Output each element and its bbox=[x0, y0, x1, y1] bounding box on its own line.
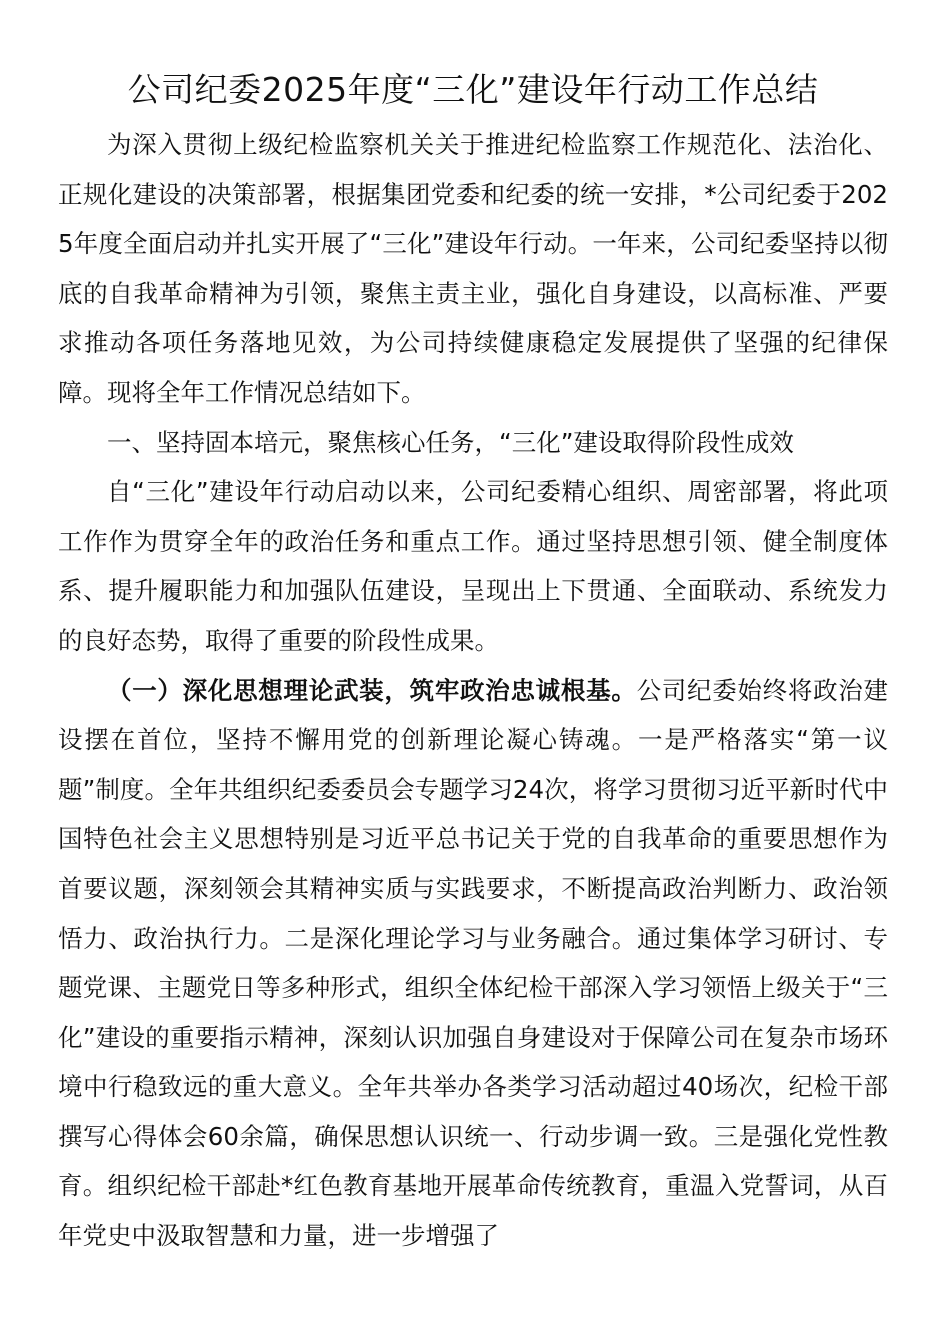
subsection-1-paragraph bbox=[58, 666, 888, 1261]
section-1-paragraph: 自“三化”建设年行动启动以来，公司纪委精心组织、周密部署，将此项工作作为贯穿全年的政治任务和重点工作。通过坚持思想引领、健全制度体系、提升履职能力和加强队伍建设，呈现出上下贯通、全面联动、系统发力的良好态势，取得了重要的阶段性成果。 bbox=[58, 477, 888, 655]
document-page bbox=[58, 62, 888, 1261]
subsection-1-body: 公司纪委始终将政治建设摆在首位，坚持不懈用党的创新理论凝心铸魂。一是严格落实“第一议题”制度。全年共组织纪委委员会专题学习24次，将学习贯彻习近平新时代中国特色社会主义思想特别是习近平总书记关于党的自我革命的重要思想作为首要议题，深刻领会其精神实质与实践要求，不断提高政治判断力、政治领悟力、政治执行力。二是深化理论学习与业务融合。通过集体学习研讨、专题党课、主题党日等多种形式，组织全体纪检干部深入学习领悟上级关于“三化”建设的重要指示精神，深刻认识加强自身建设对于保障公司在复杂市场环境中行稳致远的重大意义。全年共举办各类学习活动超过40场次，纪检干部撰写心得体会60余篇，确保思想认识统一、行动步调一致。三是强化党性教育。组织纪检干部赴*红色教育基地开展革命传统教育，重温入党誓词，从百年党史中汲取智慧和力量，进一步增强了 bbox=[58, 675, 889, 1251]
intro-paragraph: 为深入贯彻上级纪检监察机关关于推进纪检监察工作规范化、法治化、正规化建设的决策部署，根据集团党委和纪委的统一安排，*公司纪委于2025年度全面启动并扎实开展了“三化”建设年行动。一年来，公司纪委坚持以彻底的自我革命精神为引领，聚焦主责主业，强化自身建设，以高标准、严要求推动各项任务落地见效，为公司持续健康稳定发展提供了坚强的纪律保障。现将全年工作情况总结如下。 bbox=[58, 130, 888, 407]
subsection-1-heading: （一）深化思想理论武装，筑牢政治忠诚根基。 bbox=[107, 675, 637, 705]
section-1-heading: 一、坚持固本培元，聚焦核心任务，“三化”建设取得阶段性成效 bbox=[107, 427, 794, 457]
document-title: 公司纪委2025年度“三化”建设年行动工作总结 bbox=[127, 70, 819, 109]
